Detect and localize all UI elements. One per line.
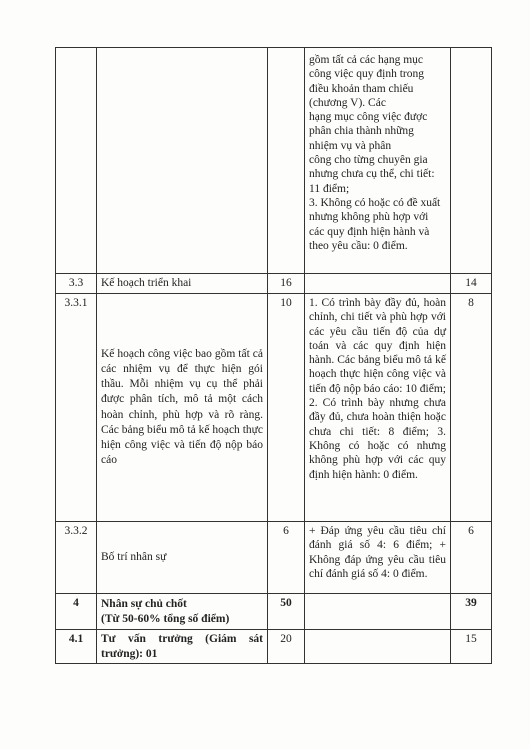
criteria-line: nhiệm vụ và phân bbox=[309, 139, 392, 152]
max-score-cell: 50 bbox=[268, 594, 305, 630]
row-number-cell: 3.3 bbox=[56, 274, 97, 294]
criteria-line: điều khoản tham chiếu bbox=[309, 82, 414, 95]
criteria-line: 11 điểm; bbox=[309, 182, 350, 195]
criteria-cell bbox=[305, 274, 451, 294]
criteria-line: công việc quy định trong bbox=[309, 68, 424, 81]
criteria-line: theo yêu cầu: 0 điểm. bbox=[309, 239, 408, 252]
section-title: Nhân sự chủ chốt bbox=[101, 598, 187, 611]
row-number-cell: 3.3.2 bbox=[56, 522, 97, 594]
content-cell bbox=[97, 594, 268, 630]
criteria-line: 3. Không có hoặc có đề xuất bbox=[309, 196, 441, 209]
row-number-cell: 3.3.1 bbox=[56, 294, 97, 522]
criteria-line: (chương V). Các bbox=[309, 96, 386, 109]
score-cell: 15 bbox=[451, 630, 492, 664]
table-row-3-3-2 bbox=[56, 522, 492, 594]
content-cell: Kế hoạch triển khai bbox=[97, 274, 268, 294]
score-cell: 39 bbox=[451, 594, 492, 630]
table-row-3-3-1 bbox=[56, 294, 492, 522]
score-cell: 6 bbox=[451, 522, 492, 594]
row-number-cell: 4 bbox=[56, 594, 97, 630]
content-cell: Kế hoạch công việc bao gồm tất cả các nhiệm vụ để thực hiện gói thầu. Mỗi nhiệm vụ cụ thể phải được phân tích, mô tả một cách hoàn chỉnh, phù hợp và rõ ràng. Các bảng biểu mô tả kế hoạch thực hiện công việc và tiến độ nộp báo cáo bbox=[97, 294, 268, 522]
table-row-4 bbox=[56, 594, 492, 630]
table-row-3-3 bbox=[56, 274, 492, 294]
score-cell: 14 bbox=[451, 274, 492, 294]
score-cell bbox=[451, 48, 492, 274]
max-score-cell bbox=[268, 48, 305, 274]
table-row-4-1 bbox=[56, 630, 492, 664]
row-number-cell: 4.1 bbox=[56, 630, 97, 664]
max-score-cell: 16 bbox=[268, 274, 305, 294]
criteria-line: nhưng không phù hợp với bbox=[309, 211, 429, 224]
content-cell: Tư vấn trưởng (Giám sát trưởng): 01 bbox=[97, 630, 268, 664]
criteria-line: nhưng chưa cụ thể, chi tiết: bbox=[309, 168, 435, 181]
evaluation-table bbox=[55, 47, 492, 664]
score-cell: 8 bbox=[451, 294, 492, 522]
max-score-cell: 6 bbox=[268, 522, 305, 594]
criteria-line: hạng mục công việc được bbox=[309, 111, 428, 124]
criteria-line: phân chia thành những bbox=[309, 125, 414, 138]
criteria-cell: 1. Có trình bày đầy đủ, hoàn chỉnh, chi tiết và phù hợp với các yêu cầu tiến độ của dự toán và các quy định hiện hành. Các bảng biểu mô tả kế hoạch thực hiện công việc và tiến độ nộp báo cáo: 10 điểm; 2. Có trình bày nhưng chưa đầy đủ, chưa hoàn thiện hoặc chưa chi tiết: 8 điểm; 3. Không có hoặc có nhưng không phù hợp với các quy định hiện hành: 0 điểm. bbox=[305, 294, 451, 522]
criteria-cell bbox=[305, 48, 451, 274]
max-score-cell: 10 bbox=[268, 294, 305, 522]
criteria-line: công cho từng chuyên gia bbox=[309, 154, 428, 167]
criteria-cell: + Đáp ứng yêu cầu tiêu chí đánh giá số 4: 6 điểm; + Không đáp ứng yêu cầu tiêu chí đánh giá số 4: 0 điểm. bbox=[305, 522, 451, 594]
content-cell bbox=[97, 48, 268, 274]
criteria-line: gồm tất cả các hạng mục bbox=[309, 54, 423, 66]
criteria-cell bbox=[305, 630, 451, 664]
criteria-line: các quy định hiện hành và bbox=[309, 225, 430, 238]
criteria-cell bbox=[305, 594, 451, 630]
content-cell: Bố trí nhân sự bbox=[97, 522, 268, 594]
max-score-cell: 20 bbox=[268, 630, 305, 664]
row-number-cell bbox=[56, 48, 97, 274]
table-row-continued bbox=[56, 48, 492, 274]
section-subtitle: (Từ 50-60% tổng số điểm) bbox=[101, 612, 230, 625]
